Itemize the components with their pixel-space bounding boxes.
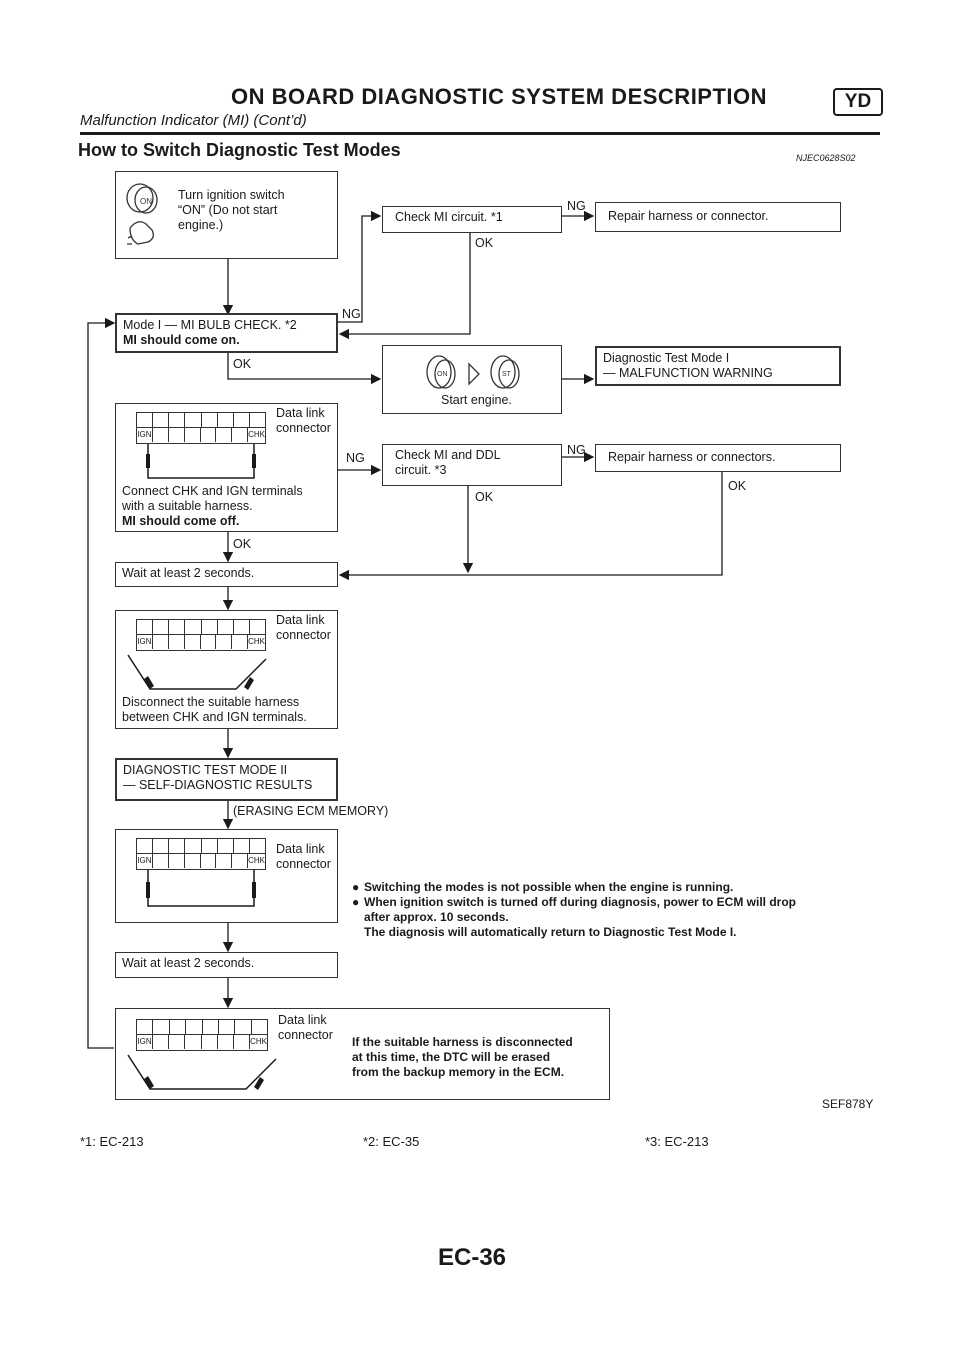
footnote-1: *1: EC-213 — [80, 1134, 144, 1149]
data-link-connector-diagram — [136, 1019, 268, 1051]
note-2-line2: after approx. 10 seconds. — [364, 910, 509, 924]
page-header-title: ON BOARD DIAGNOSTIC SYSTEM DESCRIPTION — [231, 84, 768, 109]
page-number: EC-36 — [438, 1244, 507, 1271]
section-ref-code: NJEC0628S02 — [796, 153, 856, 163]
diagnostic-test-mode-2 — [115, 758, 338, 801]
key-on-text: ON — [140, 197, 152, 206]
ok-label-2: OK — [233, 357, 252, 371]
step1-line3: engine.) — [178, 218, 224, 232]
data-link-connector-diagram — [136, 412, 266, 444]
wait1-text: Wait at least 2 seconds. — [122, 566, 255, 580]
dlc-label-1a: Data link — [276, 406, 325, 420]
final-note-2: at this time, the DTC will be erased — [352, 1050, 551, 1064]
data-link-connector-diagram — [136, 838, 266, 870]
figure-id: SEF878Y — [822, 1097, 874, 1111]
notes-block — [352, 880, 796, 940]
repair-harness-connectors — [595, 444, 841, 472]
step-ignition-on — [115, 171, 338, 259]
ok-label-4: OK — [475, 490, 494, 504]
key-st-label: ST — [502, 371, 511, 378]
dlc-label-2a: Data link — [276, 613, 325, 627]
section-title: How to Switch Diagnostic Test Modes — [78, 140, 401, 160]
final-connection-step — [115, 1008, 610, 1100]
repair-harness-connector — [595, 202, 841, 232]
harness-connected-icon — [136, 870, 266, 912]
ok-label-3: OK — [233, 537, 252, 551]
connect-line2: with a suitable harness. — [122, 499, 253, 513]
ign-terminal: IGN — [137, 635, 153, 649]
page-header-subtitle: Malfunction Indicator (MI) (Cont’d) — [80, 112, 307, 129]
ign-terminal: IGN — [137, 854, 153, 868]
wait-2-seconds-2 — [115, 952, 338, 978]
harness-disconnected-icon — [126, 1053, 286, 1095]
check-mi-ddl-circuit — [382, 444, 562, 486]
dtm2-line1: DIAGNOSTIC TEST MODE II — [123, 763, 288, 777]
ignition-key-icon — [124, 180, 164, 252]
chk-terminal: CHK — [250, 1037, 267, 1046]
dtm1-line2: — MALFUNCTION WARNING — [603, 366, 773, 380]
check-ddl-line1: Check MI and DDL — [395, 448, 501, 462]
ok-label-1: OK — [475, 236, 494, 250]
mode1-bulb-check — [115, 313, 338, 353]
wait-2-seconds-1 — [115, 562, 338, 587]
note-2-line3: The diagnosis will automatically return to Diagnostic Test Mode I. — [364, 925, 737, 939]
dlc-label-4b: connector — [278, 1028, 333, 1042]
erasing-ecm-memory: (ERASING ECM MEMORY) — [233, 804, 389, 818]
check-ddl-line2: circuit. *3 — [395, 463, 447, 477]
connect-chk-ign-step — [115, 403, 338, 532]
chk-terminal: CHK — [248, 637, 266, 646]
ng-label-1: NG — [567, 199, 586, 213]
mode1-line1: Mode I — MI BULB CHECK. *2 — [123, 318, 297, 332]
connect-harness-again — [115, 829, 338, 923]
key-on-label: ON — [437, 371, 448, 378]
start-engine-label: Start engine. — [441, 393, 512, 407]
harness-disconnected-icon — [126, 653, 276, 695]
wait2-text: Wait at least 2 seconds. — [122, 956, 255, 970]
dlc-label-3b: connector — [276, 857, 331, 871]
dlc-label-4a: Data link — [278, 1013, 327, 1027]
ign-terminal: IGN — [137, 1035, 153, 1049]
chk-terminal: CHK — [248, 856, 266, 865]
engine-badge: YD — [833, 88, 883, 116]
step1-line1: Turn ignition switch — [178, 188, 285, 202]
ng-label-3: NG — [346, 451, 365, 465]
repair1-text: Repair harness or connector. — [608, 209, 769, 223]
harness-connected-icon — [136, 444, 266, 482]
dlc-label-2b: connector — [276, 628, 331, 642]
dtm1-line1: Diagnostic Test Mode I — [603, 351, 730, 365]
connect-line3: MI should come off. — [122, 514, 240, 528]
start-engine-step — [382, 345, 562, 414]
check-mi-circuit — [382, 206, 562, 233]
mode1-line2: MI should come on. — [123, 333, 240, 347]
dlc-label-3a: Data link — [276, 842, 325, 856]
ng-label-2: NG — [342, 307, 361, 321]
disconnect-line2: between CHK and IGN terminals. — [122, 710, 307, 724]
disconnect-harness-step — [115, 610, 338, 729]
note-1: Switching the modes is not possible when the engine is running. — [364, 880, 734, 894]
footnote-3: *3: EC-213 — [645, 1134, 709, 1149]
dtm2-line2: — SELF-DIAGNOSTIC RESULTS — [123, 778, 313, 792]
check-mi-circuit-text: Check MI circuit. *1 — [395, 210, 503, 224]
step1-line2: “ON” (Do not start — [178, 203, 278, 217]
chk-terminal: CHK — [248, 430, 266, 439]
note-2-line1: When ignition switch is turned off during diagnosis, power to ECM will drop — [364, 895, 796, 909]
data-link-connector-diagram — [136, 619, 266, 651]
ng-label-4: NG — [567, 443, 586, 457]
connect-line1: Connect CHK and IGN terminals — [122, 484, 303, 498]
key-start-icon — [417, 352, 537, 392]
ok-label-5: OK — [728, 479, 747, 493]
diagnostic-test-mode-1 — [595, 346, 841, 386]
dlc-label-1b: connector — [276, 421, 331, 435]
final-note-1: If the suitable harness is disconnected — [352, 1035, 573, 1049]
repair2-text: Repair harness or connectors. — [608, 450, 776, 464]
footnote-2: *2: EC-35 — [363, 1134, 420, 1149]
ign-terminal: IGN — [137, 428, 153, 442]
bullet-icon: ● — [352, 880, 360, 894]
bullet-icon: ● — [352, 895, 360, 909]
final-note-3: from the backup memory in the ECM. — [352, 1065, 565, 1079]
disconnect-line1: Disconnect the suitable harness — [122, 695, 300, 709]
